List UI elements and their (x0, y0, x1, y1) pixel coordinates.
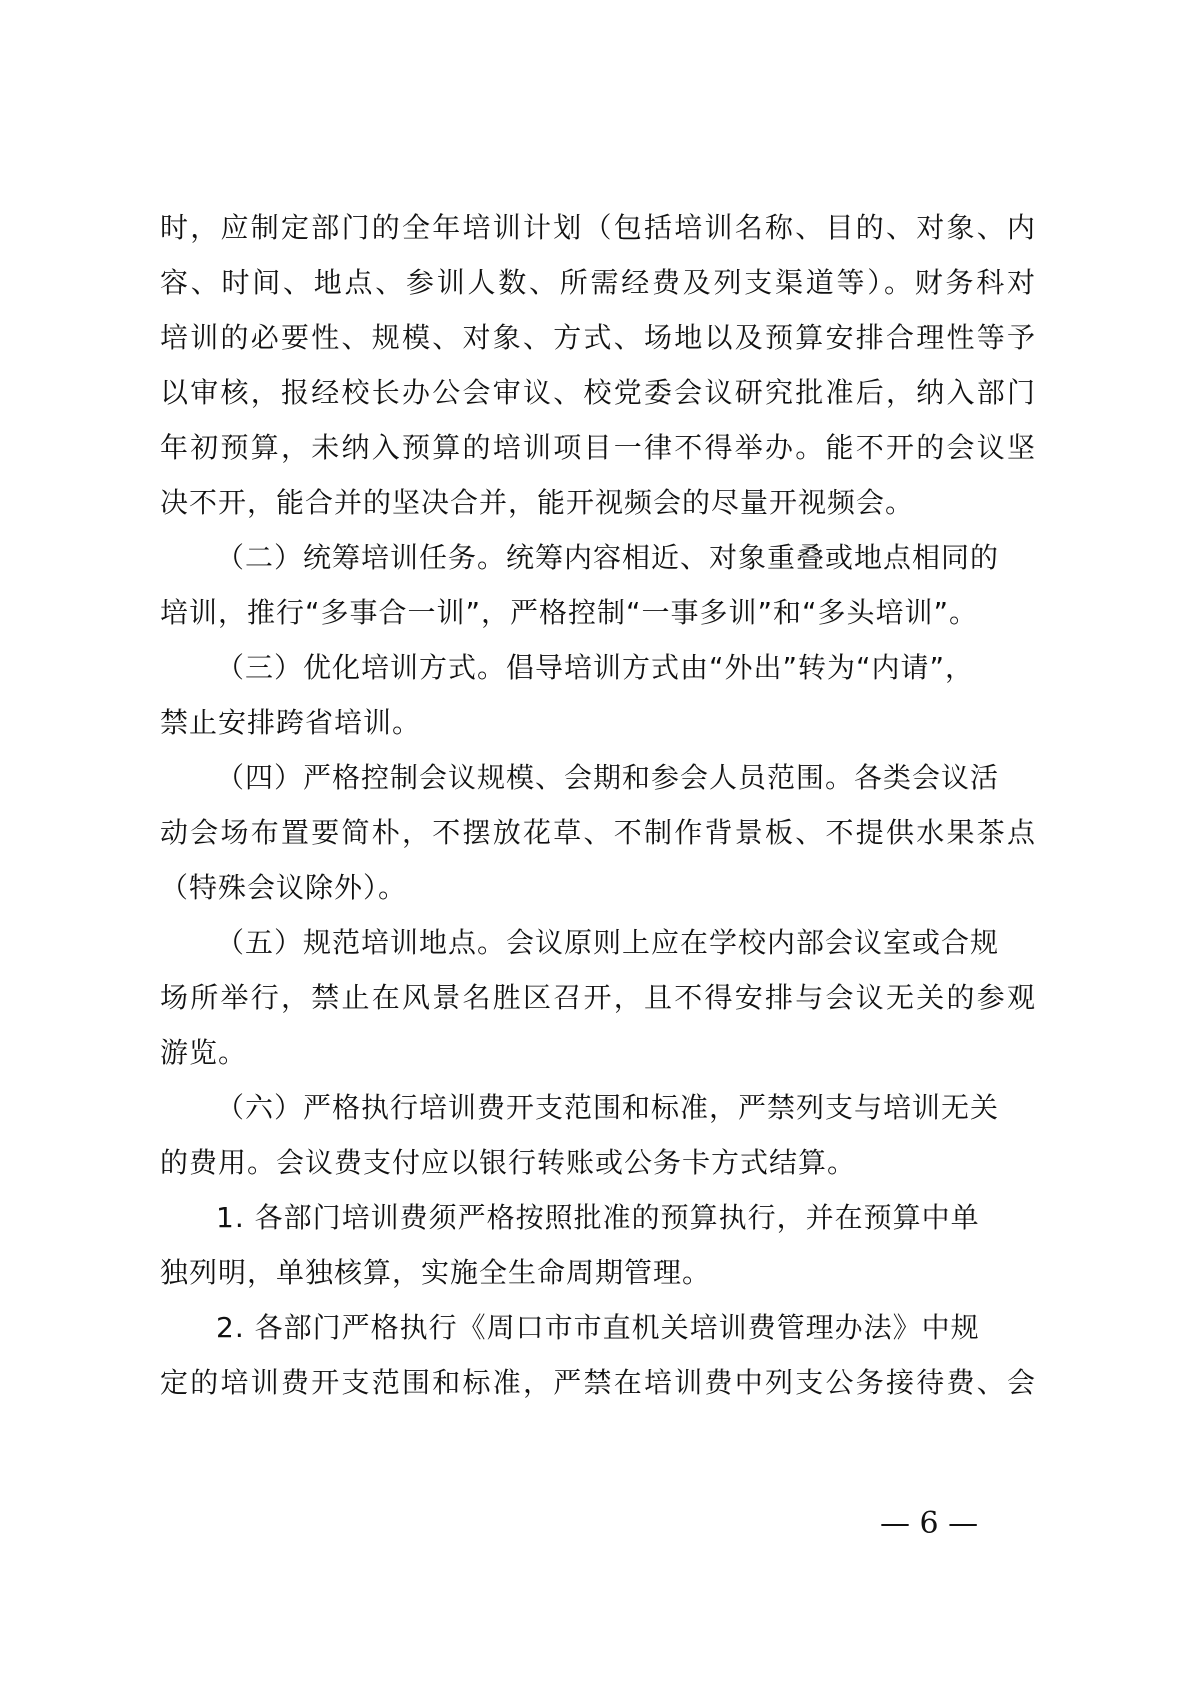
body-text-line: 禁止安排跨省培训。 (160, 706, 422, 739)
body-text-line: 的费用。会议费支付应以银行转账或公务卡方式结算。 (160, 1146, 857, 1179)
body-text-line: 场所举行，禁止在风景名胜区召开，且不得安排与会议无关的参观 (160, 981, 1036, 1014)
body-text-line: 决不开，能合并的坚决合并，能开视频会的尽量开视频会。 (160, 486, 915, 519)
body-text-line: 以审核，报经校长办公会审议、校党委会议研究批准后，纳入部门 (160, 376, 1036, 409)
section-heading-line: （三）优化培训方式。倡导培训方式由“外出”转为“内请”， (216, 651, 975, 684)
body-text-line: 动会场布置要简朴，不摆放花草、不制作背景板、不提供水果茶点 (160, 816, 1036, 849)
section-heading-line: （二）统筹培训任务。统筹内容相近、对象重叠或地点相同的 (216, 541, 1000, 574)
body-text-line: 游览。 (160, 1036, 248, 1069)
body-text-line: 定的培训费开支范围和标准，严禁在培训费中列支公务接待费、会 (160, 1366, 1036, 1399)
body-text-line: 时，应制定部门的全年培训计划（包括培训名称、目的、对象、内 (160, 211, 1036, 244)
body-text-line: 容、时间、地点、参训人数、所需经费及列支渠道等）。财务科对 (160, 266, 1036, 299)
body-text-line: 培训，推行“多事合一训”，严格控制“一事多训”和“多头培训”。 (160, 596, 979, 629)
numbered-item-line: 1. 各部门培训费须严格按照批准的预算执行，并在预算中单 (216, 1201, 980, 1234)
body-text-line: 独列明，单独核算，实施全生命周期管理。 (160, 1256, 712, 1289)
body-text-line: 年初预算，未纳入预算的培训项目一律不得举办。能不开的会议坚 (160, 431, 1036, 464)
numbered-item-line: 2. 各部门严格执行《周口市市直机关培训费管理办法》中规 (216, 1311, 980, 1344)
section-heading-line: （五）规范培训地点。会议原则上应在学校内部会议室或合规 (216, 926, 1000, 959)
section-heading-line: （四）严格控制会议规模、会期和参会人员范围。各类会议活 (216, 761, 1000, 794)
page-number: — 6 — (880, 1506, 979, 1541)
body-text-line: 培训的必要性、规模、对象、方式、场地以及预算安排合理性等予 (160, 321, 1036, 354)
body-text-line: （特殊会议除外）。 (160, 871, 408, 904)
section-heading-line: （六）严格执行培训费开支范围和标准，严禁列支与培训无关 (216, 1091, 1000, 1124)
